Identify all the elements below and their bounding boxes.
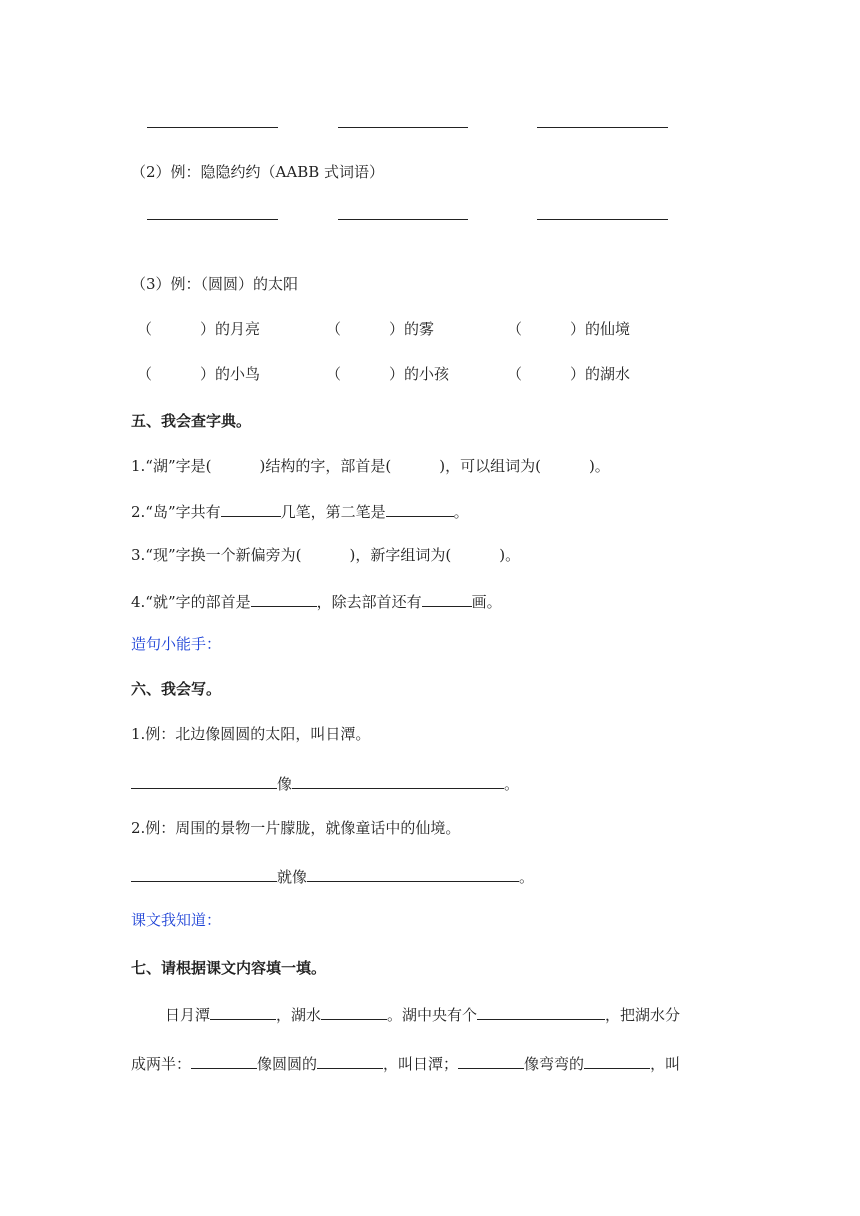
text: )。 bbox=[588, 457, 610, 475]
text: 像圆圆的 bbox=[257, 1055, 318, 1073]
s6-ans1 bbox=[131, 772, 519, 794]
s7-line2 bbox=[131, 1052, 680, 1074]
text: 。 bbox=[519, 868, 535, 886]
section7-title: 七、请根据课文内容填一填。 bbox=[131, 959, 327, 977]
s5-q2 bbox=[131, 500, 469, 522]
close-paren: ） bbox=[570, 320, 586, 338]
open-paren: （ bbox=[507, 320, 523, 338]
text: 像 bbox=[277, 775, 293, 793]
text: 画。 bbox=[471, 593, 502, 611]
text: )，新字组词为( bbox=[349, 546, 452, 564]
text: )结构的字，部首是( bbox=[259, 457, 392, 475]
answer-line[interactable] bbox=[537, 219, 668, 220]
answer-blank[interactable] bbox=[458, 1052, 524, 1069]
text: 1.“湖”字是( bbox=[131, 457, 212, 475]
q2-example: （2）例：隐隐约约（AABB 式词语） bbox=[131, 163, 385, 181]
fill-word: 的湖水 bbox=[585, 365, 631, 383]
text: 。 bbox=[453, 503, 469, 521]
answer-line[interactable] bbox=[147, 219, 278, 220]
answer-blank[interactable] bbox=[386, 500, 454, 517]
text: ，把湖水分 bbox=[605, 1006, 681, 1024]
open-paren: （ bbox=[507, 365, 523, 383]
answer-blank[interactable] bbox=[221, 500, 281, 517]
close-paren: ） bbox=[389, 320, 405, 338]
text: 3.“现”字换一个新偏旁为( bbox=[131, 546, 302, 564]
text: ，湖水 bbox=[276, 1006, 322, 1024]
fill-word: 的仙境 bbox=[585, 320, 631, 338]
fill-item[interactable] bbox=[137, 319, 260, 339]
section6-title: 六、我会写。 bbox=[131, 680, 222, 698]
text: )，可以组词为( bbox=[439, 457, 541, 475]
s5-q3 bbox=[131, 545, 520, 565]
section5-title: 五、我会查字典。 bbox=[131, 412, 252, 430]
close-paren: ） bbox=[200, 320, 216, 338]
text: 几笔，第二笔是 bbox=[280, 503, 386, 521]
fill-item[interactable] bbox=[507, 319, 630, 339]
q3-example: （3）例：（圆圆）的太阳 bbox=[131, 275, 299, 293]
text: 日月潭 bbox=[165, 1006, 211, 1024]
close-paren: ） bbox=[389, 365, 405, 383]
text: 成两半： bbox=[131, 1055, 192, 1073]
text: )。 bbox=[499, 546, 521, 564]
answer-blank[interactable] bbox=[321, 1003, 387, 1020]
fill-item[interactable] bbox=[326, 319, 434, 339]
s6-ans2 bbox=[131, 865, 534, 887]
answer-blank[interactable] bbox=[584, 1052, 650, 1069]
label-sentence: 造句小能手： bbox=[131, 635, 222, 653]
text: 。 bbox=[504, 775, 520, 793]
fill-item[interactable] bbox=[137, 364, 260, 384]
answer-line[interactable] bbox=[338, 127, 468, 128]
s7-line1 bbox=[165, 1003, 680, 1025]
answer-blank[interactable] bbox=[477, 1003, 605, 1020]
answer-blank[interactable] bbox=[292, 772, 504, 789]
answer-blank[interactable] bbox=[422, 590, 472, 607]
open-paren: （ bbox=[326, 320, 342, 338]
s5-q4 bbox=[131, 590, 502, 612]
open-paren: （ bbox=[326, 365, 342, 383]
s5-q1 bbox=[131, 456, 610, 476]
text: 4.“就”字的部首是 bbox=[131, 593, 251, 611]
close-paren: ） bbox=[200, 365, 216, 383]
text: ，叫 bbox=[650, 1055, 681, 1073]
text: ，除去部首还有 bbox=[316, 593, 422, 611]
text: 像弯弯的 bbox=[524, 1055, 585, 1073]
text: 就像 bbox=[277, 868, 308, 886]
answer-line[interactable] bbox=[537, 127, 668, 128]
answer-blank[interactable] bbox=[210, 1003, 276, 1020]
open-paren: （ bbox=[137, 365, 153, 383]
close-paren: ） bbox=[570, 365, 586, 383]
fill-word: 的小鸟 bbox=[215, 365, 261, 383]
answer-blank[interactable] bbox=[251, 590, 317, 607]
answer-blank[interactable] bbox=[191, 1052, 257, 1069]
answer-blank[interactable] bbox=[131, 865, 277, 882]
s6-ex1: 1.例：北边像圆圆的太阳，叫日潭。 bbox=[131, 725, 371, 743]
answer-blank[interactable] bbox=[317, 1052, 383, 1069]
answer-line[interactable] bbox=[338, 219, 468, 220]
answer-blank[interactable] bbox=[131, 772, 277, 789]
fill-word: 的雾 bbox=[404, 320, 435, 338]
fill-item[interactable] bbox=[326, 364, 449, 384]
fill-word: 的小孩 bbox=[404, 365, 450, 383]
text: 2.“岛”字共有 bbox=[131, 503, 221, 521]
fill-item[interactable] bbox=[507, 364, 630, 384]
text: ，叫日潭； bbox=[383, 1055, 459, 1073]
label-text: 课文我知道： bbox=[131, 911, 222, 929]
text: 。湖中央有个 bbox=[387, 1006, 478, 1024]
answer-blank[interactable] bbox=[307, 865, 519, 882]
answer-line[interactable] bbox=[147, 127, 278, 128]
fill-word: 的月亮 bbox=[215, 320, 261, 338]
s6-ex2: 2.例：周围的景物一片朦胧，就像童话中的仙境。 bbox=[131, 819, 461, 837]
open-paren: （ bbox=[137, 320, 153, 338]
